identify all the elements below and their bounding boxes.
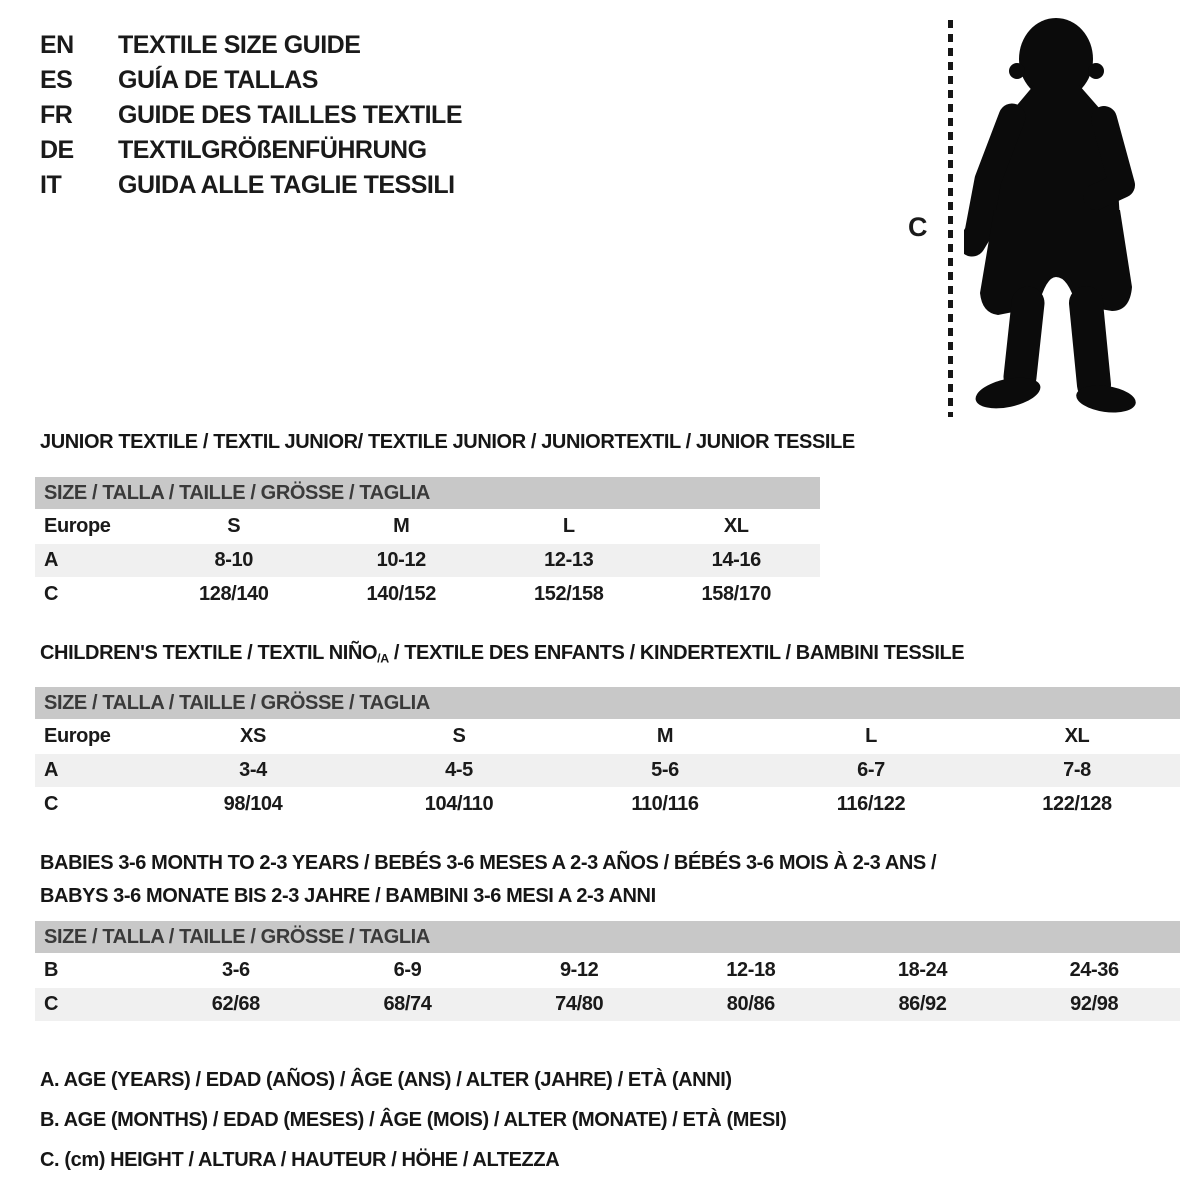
size-header-bar: SIZE / TALLA / TAILLE / GRÖSSE / TAGLIA [35, 687, 1180, 719]
row-label: A [44, 759, 59, 781]
legend-line-c: C. (cm) HEIGHT / ALTURA / HAUTEUR / HÖHE / ALTEZZA [40, 1149, 560, 1171]
size-value: XL [1064, 725, 1090, 747]
size-value: 6-9 [393, 959, 422, 981]
section-title-children [40, 641, 964, 670]
size-value: 18-24 [897, 959, 948, 981]
language-guide-title: TEXTILGRÖßENFÜHRUNG [118, 136, 427, 164]
row-label: C [44, 993, 59, 1015]
size-value: 8-10 [214, 549, 253, 571]
size-value: L [865, 725, 877, 747]
section-title-babies-line2: BABYS 3-6 MONATE BIS 2-3 JAHRE / BAMBINI 3-6 MESI A 2-3 ANNI [40, 885, 656, 907]
size-value: 140/152 [366, 583, 436, 605]
row-label: C [44, 793, 59, 815]
table-row [35, 988, 1180, 1021]
size-value: 12-18 [726, 959, 776, 981]
language-guide-title: GUÍA DE TALLAS [118, 66, 318, 94]
table-row [35, 720, 1180, 753]
size-value: 7-8 [1063, 759, 1091, 781]
size-value: 12-13 [544, 549, 594, 571]
language-guide-title: GUIDE DES TAILLES TEXTILE [118, 101, 463, 129]
size-value: 116/122 [836, 793, 906, 815]
size-value: 86/92 [898, 993, 947, 1015]
language-guide-title: GUIDA ALLE TAGLIE TESSILI [118, 171, 455, 199]
size-value: XS [240, 725, 266, 747]
legend [40, 1068, 786, 1188]
section-title-junior: JUNIOR TEXTILE / TEXTIL JUNIOR/ TEXTILE JUNIOR / JUNIORTEXTIL / JUNIOR TESSILE [40, 431, 855, 453]
row-label: Europe [44, 725, 111, 747]
size-value: 128/140 [199, 583, 269, 605]
size-value: 98/104 [223, 793, 283, 815]
children-size-table [35, 687, 1180, 821]
size-value: XL [723, 515, 749, 537]
size-value: M [656, 725, 674, 747]
size-header-bar: SIZE / TALLA / TAILLE / GRÖSSE / TAGLIA [35, 477, 820, 509]
junior-size-table [35, 477, 820, 611]
size-value: 3-4 [239, 759, 267, 781]
section-title-children-text-suffix: / TEXTILE DES ENFANTS / KINDERTEXTIL / BAMBINI TESSILE [388, 642, 965, 664]
height-measure-line [948, 20, 953, 417]
size-value: S [227, 515, 241, 537]
size-value: 5-6 [651, 759, 679, 781]
table-row [35, 754, 1180, 787]
size-value: L [562, 515, 575, 537]
legend-line-b: B. AGE (MONTHS) / EDAD (MESES) / ÂGE (MOIS) / ALTER (MONATE) / ETÀ (MESI) [40, 1109, 787, 1131]
size-header-bar: SIZE / TALLA / TAILLE / GRÖSSE / TAGLIA [35, 921, 1180, 953]
table-row [35, 578, 820, 611]
size-value: 14-16 [711, 549, 761, 571]
size-value: 92/98 [1070, 993, 1119, 1015]
section-title-children-text: CHILDREN'S TEXTILE / TEXTIL NIÑO [40, 642, 378, 664]
size-value: 158/170 [701, 583, 771, 605]
language-code: DE [40, 136, 74, 164]
size-value: 152/158 [534, 583, 604, 605]
table-row [35, 788, 1180, 821]
language-code: EN [40, 31, 74, 59]
section-title-babies-line1: BABIES 3-6 MONTH TO 2-3 YEARS / BEBÉS 3-6 MESES A 2-3 AÑOS / BÉBÉS 3-6 MOIS À 2-3 ANS / [40, 852, 937, 874]
row-label: C [44, 583, 59, 605]
language-code: FR [40, 101, 73, 129]
size-value: M [393, 515, 410, 537]
height-measure-label: C [908, 212, 927, 242]
size-value: 6-7 [857, 759, 885, 781]
size-value: 24-36 [1069, 959, 1119, 981]
size-value: 3-6 [221, 959, 250, 981]
size-value: 4-5 [445, 759, 473, 781]
row-label: A [44, 549, 59, 571]
language-guide-title: TEXTILE SIZE GUIDE [118, 31, 361, 59]
table-row [35, 510, 820, 543]
size-value: 62/68 [211, 993, 260, 1015]
size-value: 9-12 [559, 959, 599, 981]
size-value: 68/74 [383, 993, 432, 1015]
table-row [35, 954, 1180, 987]
toddler-silhouette-image [964, 14, 1150, 416]
language-title-list [40, 32, 462, 198]
row-label: B [44, 959, 59, 981]
size-value: 122/128 [1042, 793, 1112, 815]
size-value: 80/86 [726, 993, 775, 1015]
row-label: Europe [44, 515, 111, 537]
size-value: 10-12 [376, 549, 426, 571]
language-code: IT [40, 171, 62, 199]
babies-size-table [35, 921, 1180, 1021]
language-code: ES [40, 66, 73, 94]
table-row [35, 544, 820, 577]
legend-line-a: A. AGE (YEARS) / EDAD (AÑOS) / ÂGE (ANS) / ALTER (JAHRE) / ETÀ (ANNI) [40, 1069, 732, 1091]
size-value: S [452, 725, 466, 747]
size-value: 110/116 [631, 793, 699, 815]
size-value: 74/80 [555, 993, 604, 1015]
size-value: 104/110 [424, 793, 494, 815]
section-title-children-subscript: /A [377, 651, 389, 666]
